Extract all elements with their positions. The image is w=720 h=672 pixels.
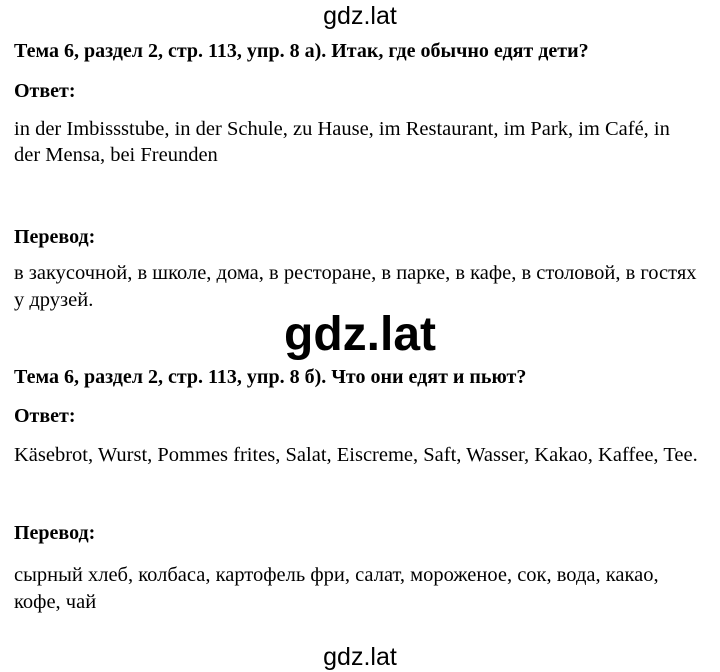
exercise-8b-heading: Тема 6, раздел 2, стр. 113, упр. 8 б). Что они едят и пьют? (14, 366, 527, 388)
exercise-8a-heading: Тема 6, раздел 2, стр. 113, упр. 8 а). Итак, где обычно едят дети? (14, 40, 589, 62)
watermark-bottom: gdz.lat (323, 643, 397, 671)
translation-line: кофе, чай (14, 591, 97, 613)
translation-label: Перевод: (14, 522, 96, 544)
answer-line: Käsebrot, Wurst, Pommes frites, Salat, Eiscreme, Saft, Wasser, Kakao, Kaffee, Tee. (14, 444, 698, 466)
answer-label: Ответ: (14, 405, 76, 427)
translation-line: сырный хлеб, колбаса, картофель фри, салат, мороженое, сок, вода, какао, (14, 564, 659, 586)
answer-line: in der Imbissstube, in der Schule, zu Hause, im Restaurant, im Park, im Café, in (14, 118, 670, 140)
answer-label: Ответ: (14, 80, 76, 102)
watermark-middle: gdz.lat (284, 308, 436, 361)
translation-line: в закусочной, в школе, дома, в ресторане, в парке, в кафе, в столовой, в гостях (14, 262, 697, 284)
translation-label: Перевод: (14, 226, 96, 248)
translation-line: у друзей. (14, 289, 94, 311)
answer-line: der Mensa, bei Freunden (14, 144, 218, 166)
watermark-top: gdz.lat (323, 2, 397, 30)
